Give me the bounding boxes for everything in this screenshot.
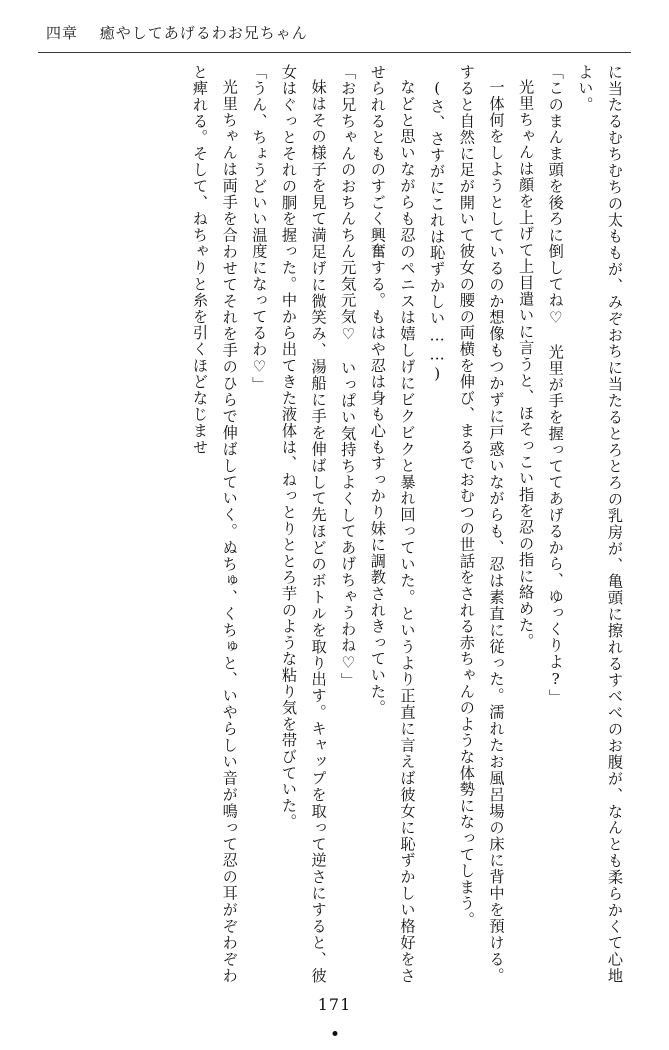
footer-dot-ornament [332,1031,337,1036]
paragraph: 「このまんま頭を後ろに倒してね♡ 光里が手を握っててあげるから、ゆっくりよ?」 [546,64,565,706]
page-body [40,64,629,984]
paragraph: 光里ちゃんは顔を上げて上目遣いに言うと、ほそっこい指を忍の指に絡めた。 [517,79,536,650]
paragraph: 妹はその様子を見て満足げに微笑み、湯船に手を伸ばして先ほどのボトルを取り出す。キャップを取って逆さにすると、彼女はぐっとそれの胴を握った。中から出てきた液体は、ねっとりととろ芋のような粘り気を帯びていた。 [279,64,328,984]
paragraph: 「お兄ちゃんのおちんちん元気元気♡ いっぱい気持ちよくしてあげちゃうわね♡」 [339,64,358,689]
chapter-title: 癒やしてあげるわお兄ちゃん [99,24,308,42]
page-number: 171 [317,995,352,1014]
header-divider [38,52,631,53]
paragraph: 一体何をしようとしているのか想像もつかずに戸惑いながらも、忍は素直に従った。濡れたお風呂場の床に背中を預ける。すると自然に足が開いて彼女の腰の両横を伸び、まるでおむつの世話をされる赤ちゃんのような体勢になってしまう。 [457,64,506,984]
paragraph: に当たるむちむちの太ももが、みぞおちに当たるとろとろの乳房が、亀頭に擦れるすべべのお腹が、なんとも柔らかくて心地よい。 [576,64,624,984]
chapter-number: 四章 [46,24,79,42]
paragraph: 「うん、ちょうどいい温度になってるわ♡」 [250,64,269,393]
paragraph: (さ、さすがにこれは恥ずかしい……) [428,79,447,384]
running-head [46,22,623,48]
paragraph: 光里ちゃんは両手を合わせてそれを手のひらで伸ばしていく。ぬちゅ、くちゅと、いやらしい音が鳴って忍の耳がぞわぞわと痺れる。そして、ねちゃりと糸を引くほどなじませ [191,64,239,984]
paragraph: などと思いながらも忍のペニスは嬉しげにビクビクと暴れ回っていた。というより正直に言えば彼女に恥ずかしい格好をさせられるとものすごく興奮する。もはや忍は身も心もすっかり妹に調教されきっていた。 [368,64,417,984]
